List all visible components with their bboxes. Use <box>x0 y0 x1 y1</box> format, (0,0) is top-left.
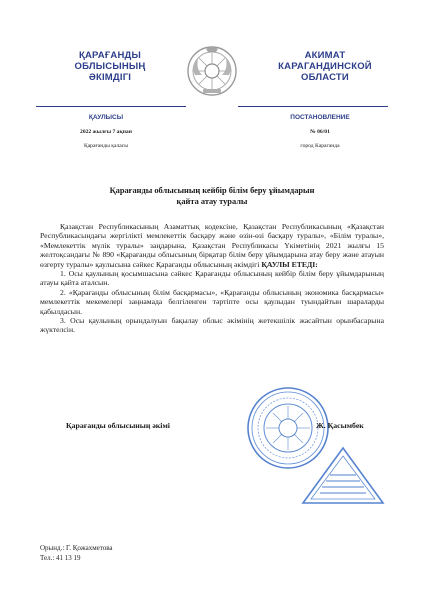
signatory-title: Қарағанды облысының әкімі <box>66 421 170 430</box>
header-org-ru <box>250 50 400 83</box>
decree-city-ru: город Караганда <box>300 143 340 149</box>
decree-date: 2022 жылғы 7 ақпан <box>80 129 132 135</box>
executor-contact <box>40 544 113 563</box>
header-kz-line-1: ҚАРАҒАНДЫ <box>79 50 141 61</box>
header-divider-left <box>36 106 186 107</box>
document-title <box>40 185 384 207</box>
header-ru-line-2: КАРАГАНДИНСКОЙ <box>278 61 372 72</box>
preamble-text: Қазақстан Республикасының Азаматтық кодексіне, Қазақстан Республикасының «Қазақстан Республикасындағы жергілікті мемлекеттік басқару және өзін-өзі басқару туралы», «Білім туралы», «Мемлекеттік мүлік туралы» заңдарына, Қазақстан Республикасы Үкіметінің 2021 жылғы 15 желтоқсандағы № 890 «Қарағанды облысының бірқатар білім беру ұйымдарына атау беру және атауын өзгерту туралы» қаулысына сәйкес Қарағанды облысының әкімдігі <box>40 222 384 269</box>
header-kz-line-3: ӘКІМДІГІ <box>88 72 132 83</box>
body-preamble <box>40 222 384 269</box>
decree-label-ru: ПОСТАНОВЛЕНИЕ <box>290 114 350 121</box>
executor-name: Орынд.: Г. Қожахметова <box>40 544 113 552</box>
decree-city-kz: Қарағанды қаласы <box>83 143 129 149</box>
decree-number: № 06/01 <box>310 129 330 135</box>
signatory-name: Ж. Қасымбек <box>316 421 364 430</box>
title-line-2: қайта атау туралы <box>176 197 248 206</box>
body-item-1: 1. Осы қаулының қосымшасына сәйкес Қарағанды облысының кейбір білім беру ұйымдарының атауы қайта аталсын. <box>40 269 384 288</box>
header-org-kz <box>35 50 185 83</box>
title-line-1: Қарағанды облысының кейбір білім беру ұйымдарын <box>109 186 315 195</box>
body-item-3: 3. Осы қаулының орындалуын бақылау облыс әкімінің жетекшілік жасайтын орынбасарына жүктелсін. <box>40 316 384 335</box>
header-divider-right <box>238 106 388 107</box>
document-body <box>40 222 384 335</box>
header-ru-line-1: АКИМАТ <box>304 50 346 61</box>
decree-label-kz: ҚАУЛЫСЫ <box>88 114 124 121</box>
state-emblem-icon <box>186 45 238 97</box>
header-ru-line-3: ОБЛАСТИ <box>301 72 349 83</box>
resolves-text: ҚАУЛЫ ЕТЕДІ: <box>261 259 318 269</box>
body-item-2: 2. «Қарағанды облысының білім басқармасы», «Қарағанды облысының экономика басқармасы» мемлекеттік мекемелері заңнамада белгіленген тәртіпте осы қаулыдан туындайтын шараларды қабылдасын. <box>40 287 384 316</box>
header-kz-line-2: ОБЛЫСЫНЫҢ <box>74 61 146 72</box>
triangular-stamp-icon <box>300 445 386 507</box>
executor-phone: Тел.: 41 13 19 <box>40 553 81 562</box>
